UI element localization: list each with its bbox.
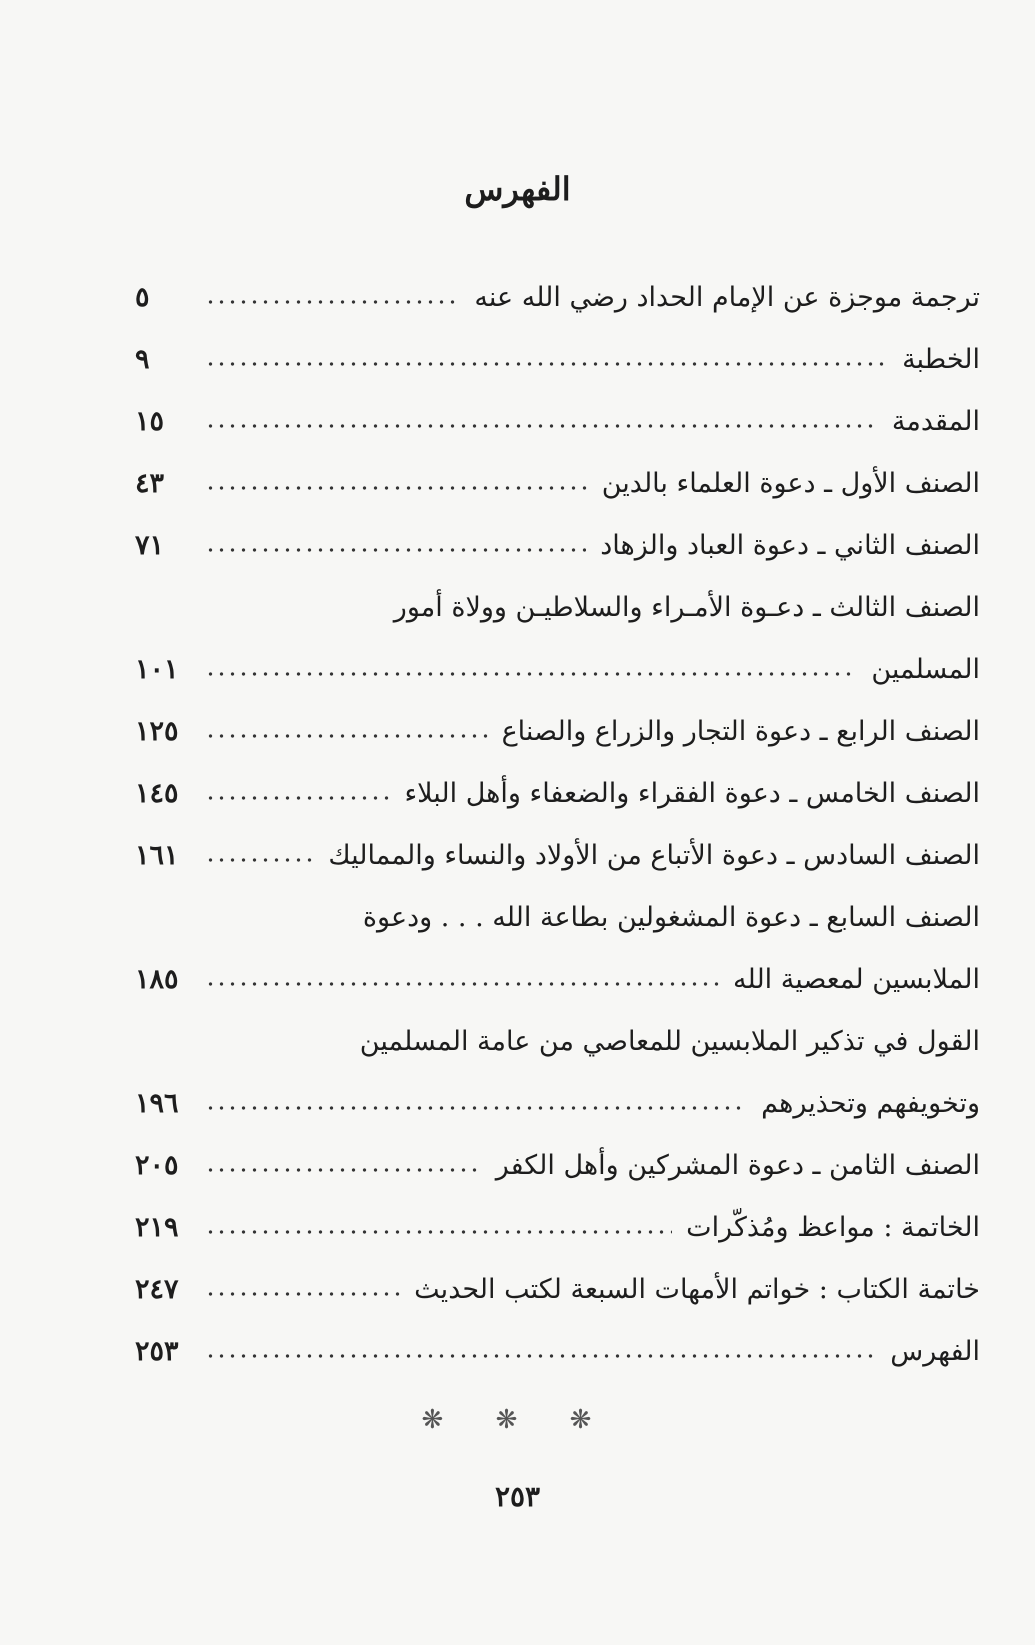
table-of-contents: [135, 270, 980, 1386]
toc-entry-title: المقدمة: [891, 406, 980, 437]
toc-entry: [135, 1324, 980, 1386]
toc-entry-page: ٢١٩: [135, 1212, 179, 1243]
toc-entry-page: ١٨٥: [135, 964, 179, 995]
flower-ornament-icon: ❋ ❋ ❋: [421, 1405, 614, 1435]
dot-leader: [205, 672, 857, 676]
toc-entry-title: خاتمة الكتاب : خواتم الأمهات السبعة لكتب الحديث: [414, 1274, 980, 1305]
dot-leader: [205, 1354, 876, 1358]
toc-entry-page: ٢٤٧: [135, 1274, 179, 1305]
toc-entry-title: ترجمة موجزة عن الإمام الحداد رضي الله عنه: [474, 282, 980, 313]
toc-entry-title: الملابسين لمعصية الله: [733, 964, 980, 995]
toc-entry: [135, 1076, 980, 1138]
toc-entry-title: الصنف الثاني ـ دعوة العباد والزهاد: [600, 530, 980, 561]
dot-leader: [205, 734, 488, 738]
toc-entry-page: ٩: [135, 344, 150, 375]
toc-entry-title: القول في تذكير الملابسين للمعاصي من عامة المسلمين: [359, 1026, 980, 1057]
toc-entry: [135, 456, 980, 518]
dot-leader: [205, 548, 586, 552]
toc-entry-page: ١٠١: [135, 654, 179, 685]
toc-entry-title: الصنف الثامن ـ دعوة المشركين وأهل الكفر: [495, 1150, 980, 1181]
dot-leader: [205, 982, 719, 986]
dot-leader: [205, 486, 588, 490]
toc-entry-page: ١٦١: [135, 840, 179, 871]
dot-leader: [205, 1292, 400, 1296]
toc-entry-title: الصنف السادس ـ دعوة الأتباع من الأولاد والنساء والمماليك: [328, 840, 980, 871]
dot-leader: [205, 1230, 672, 1234]
toc-entry-page: ١٢٥: [135, 716, 179, 747]
toc-entry: [135, 394, 980, 456]
dot-leader: [205, 796, 390, 800]
toc-entry-page: ١٩٦: [135, 1088, 179, 1119]
toc-entry: [135, 828, 980, 890]
toc-entry-title: وتخويفهم وتحذيرهم: [761, 1088, 980, 1119]
toc-entry: [135, 1262, 980, 1324]
toc-entry-page: ١٥: [135, 406, 165, 437]
toc-entry-page: ٥: [135, 282, 150, 313]
toc-entry: [135, 952, 980, 1014]
dot-leader: [205, 1106, 747, 1110]
page-title: الفهرس: [464, 170, 571, 208]
toc-entry-title: الخاتمة : مواعظ ومُذكّرات: [686, 1212, 980, 1243]
toc-entry-title: الصنف الرابع ـ دعوة التجار والزراع والصناع: [501, 716, 980, 747]
toc-entry-title: الخطبة: [902, 344, 980, 375]
dot-leader: [205, 362, 888, 366]
toc-entry: [135, 766, 980, 828]
toc-entry: [135, 332, 980, 394]
toc-entry-page: ١٤٥: [135, 778, 179, 809]
toc-entry-title: الصنف الخامس ـ دعوة الفقراء والضعفاء وأهل البلاء: [404, 778, 980, 809]
toc-entry-page: ٧١: [135, 530, 165, 561]
toc-entry-title: الصنف الثالث ـ دعـوة الأمـراء والسلاطيـن وولاة أمور: [393, 592, 980, 623]
toc-entry-title: الصنف الأول ـ دعوة العلماء بالدين: [601, 468, 980, 499]
toc-entry-page: ٤٣: [135, 468, 165, 499]
toc-entry: [135, 580, 980, 642]
toc-entry: [135, 518, 980, 580]
dot-leader: [205, 1168, 482, 1172]
toc-entry-title: الفهرس: [890, 1336, 980, 1367]
toc-entry: [135, 270, 980, 332]
toc-entry-title: الصنف السابع ـ دعوة المشغولين بطاعة الله . . . ودعوة: [362, 902, 980, 933]
toc-entry: [135, 642, 980, 704]
page-number: ٢٥٣: [494, 1480, 541, 1513]
toc-entry: [135, 1200, 980, 1262]
toc-entry-page: ٢٥٣: [135, 1336, 179, 1367]
toc-entry-title: المسلمين: [871, 654, 980, 685]
toc-entry: [135, 1138, 980, 1200]
toc-entry: [135, 1014, 980, 1076]
dot-leader: [205, 424, 878, 428]
toc-entry-page: ٢٠٥: [135, 1150, 179, 1181]
toc-entry: [135, 890, 980, 952]
toc-entry: [135, 704, 980, 766]
dot-leader: [205, 858, 314, 862]
dot-leader: [205, 300, 460, 304]
